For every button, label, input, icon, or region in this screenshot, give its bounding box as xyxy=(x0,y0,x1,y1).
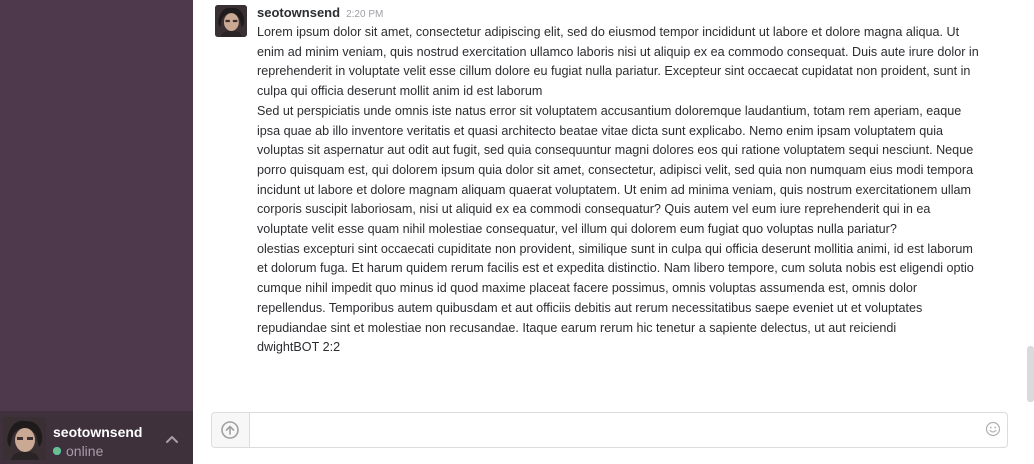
message-paragraph: Sed ut perspiciatis unde omnis iste natus error sit voluptatem accusantium doloremque laudantium, totam rem aperiam, eaque ipsa quae ab illo inventore veritatis et quasi architecto beatae vitae dicta sunt explicabo. Nemo enim ipsam voluptatem quia voluptas sit aspernatur aut odit aut fugit, sed quia consequuntur magni dolores eos qui ratione voluptatem sequi nesciunt. Neque porro quisquam est, qui dolorem ipsum quia dolor sit amet, consectetur, adipisci velit, sed quia non numquam eius modi tempora incidunt ut labore et dolore magnam aliquam quaerat voluptatem. Ut enim ad minima veniam, quis nostrum exercitationem ullam corporis suscipit laboriosam, nisi ut aliquid ex ea commodi consequatur? Quis autem vel eum iure reprehenderit qui in ea voluptate velit esse quam nihil molestiae consequatur, vel illum qui dolorem eum fugiat quo voluptas nulla pariatur? xyxy=(257,103,974,237)
message-paragraph: Lorem ipsum dolor sit amet, consectetur adipiscing elit, sed do eiusmod tempor incididunt ut labore et dolore magna aliqua. Ut enim ad minim veniam, quis nostrud exercitation ullamco laboris nisi ut aliquip ex ea commodo consequat. Duis aute irure dolor in reprehenderit in voluptate velit esse cillum dolore eu fugiat nulla pariatur. Excepteur sint occaecat cupidatat non proident, sunt in culpa qui officia deserunt mollit anim id est laborum xyxy=(257,25,979,99)
message-author[interactable]: seotownsend xyxy=(257,5,341,20)
presence-dot-icon xyxy=(53,447,61,455)
message-paragraph: dwightBOT 2:2 xyxy=(257,340,341,355)
avatar[interactable] xyxy=(3,417,46,460)
message-body xyxy=(257,23,983,358)
current-username: seotownsend xyxy=(53,424,143,440)
message-input[interactable] xyxy=(251,415,975,447)
message-timestamp[interactable]: 2:20 PM xyxy=(346,9,384,20)
chevron-up-icon[interactable] xyxy=(164,431,180,447)
message-paragraph: olestias excepturi sint occaecati cupiditate non provident, similique sunt in culpa qui officia deserunt mollitia animi, id est laborum et dolorum fuga. Et harum quidem rerum facilis est et expedita distinctio. Nam libero tempore, cum soluta nobis est eligendi optio cumque nihil impedit quo minus id quod maxime placeat facere possimus, omnis voluptas assumenda est, omnis dolor repellendus. Temporibus autem quibusdam et aut officiis debitis aut rerum necessitatibus saepe eveniet ut et voluptates repudiandae sint et molestiae non recusandae. Itaque earum rerum hic tenetur a sapiente delectus, ut aut reiciendi xyxy=(257,241,974,335)
upload-button[interactable] xyxy=(212,413,250,447)
smiley-icon[interactable] xyxy=(985,421,1001,442)
message-header xyxy=(257,5,383,20)
presence-label: online xyxy=(66,443,104,459)
sidebar xyxy=(0,0,193,464)
current-user-menu[interactable] xyxy=(0,411,193,464)
upload-arrow-icon xyxy=(221,421,239,439)
message-pane xyxy=(193,0,1034,404)
message-avatar[interactable] xyxy=(215,5,247,37)
scrollbar-thumb[interactable] xyxy=(1027,346,1034,402)
message-composer xyxy=(211,412,1008,448)
presence-status xyxy=(53,443,103,459)
